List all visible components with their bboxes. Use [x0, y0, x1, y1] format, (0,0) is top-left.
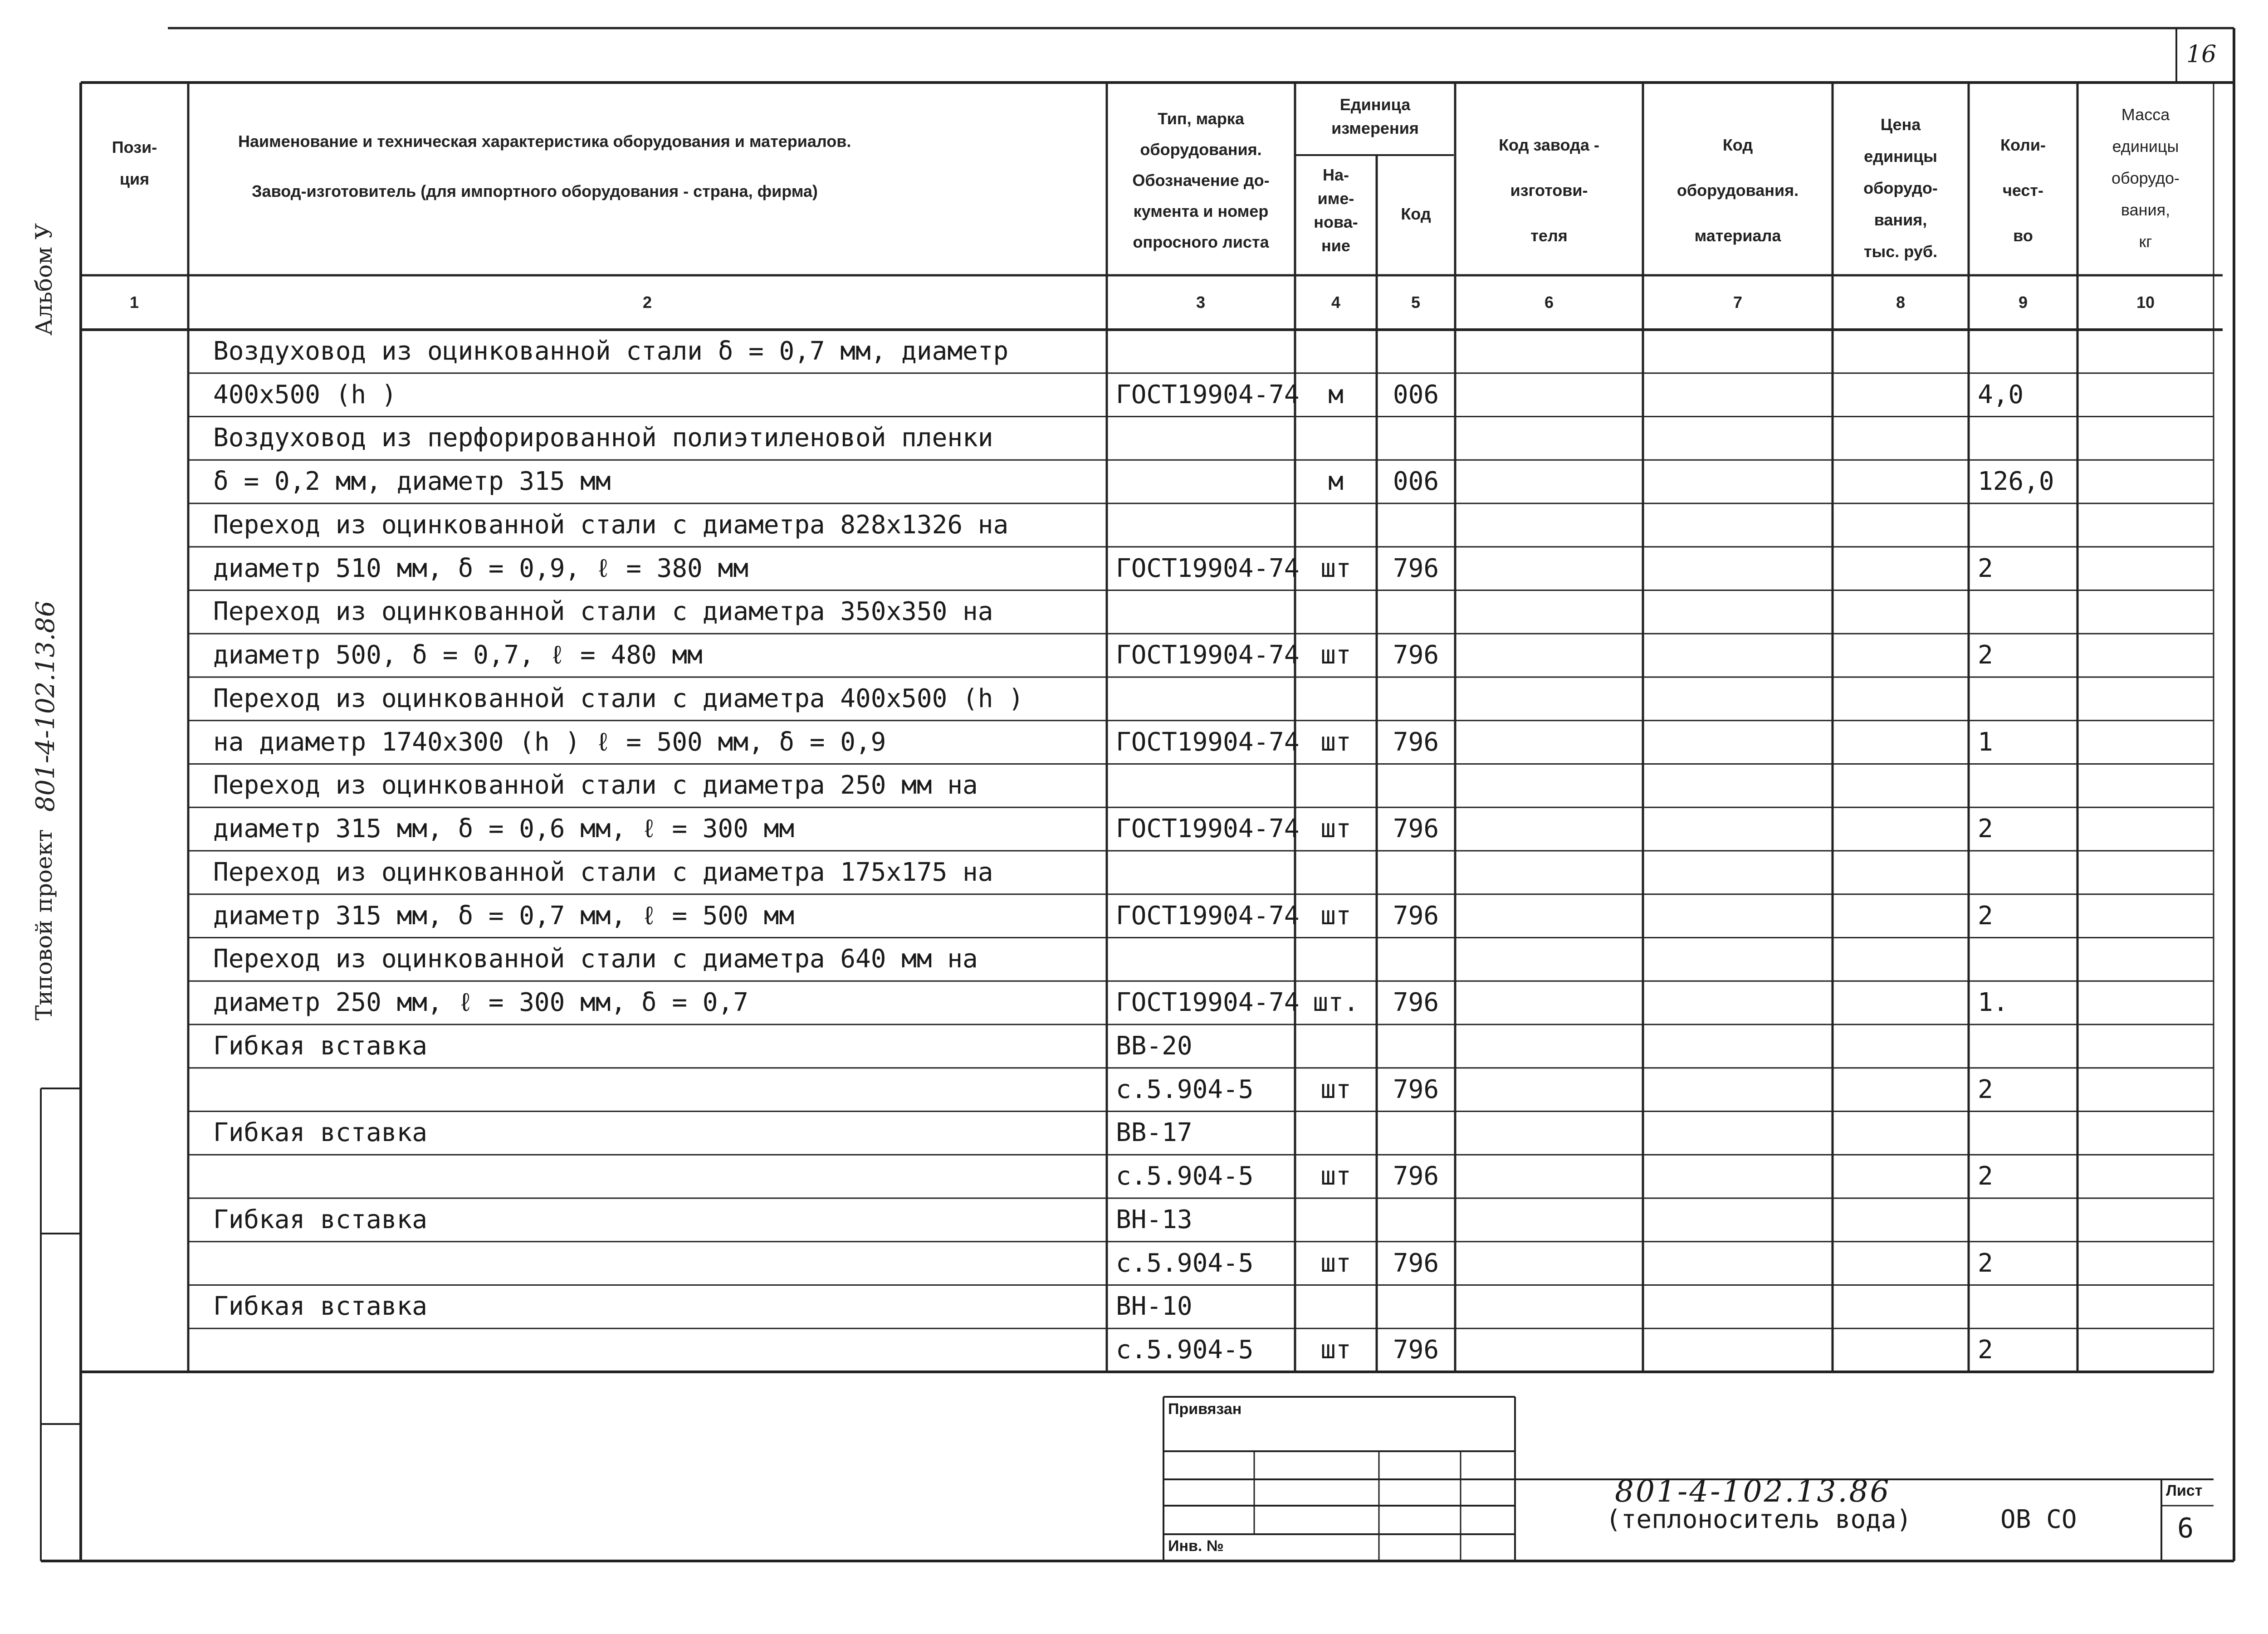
item-type: с.5.904-5	[1116, 1335, 1254, 1365]
header-factory-code: Код завода - изготови- теля	[1499, 136, 1599, 245]
item-name: Переход из оцинкованной стали с диаметра 250 мм на	[213, 771, 978, 800]
item-name: δ = 0,2 мм, диаметр 315 мм	[213, 467, 611, 496]
item-unit: м	[1328, 467, 1344, 496]
item-name: диаметр 315 мм, δ = 0,7 мм, ℓ = 500 мм	[213, 901, 795, 931]
header-equipment-code: Код оборудования. материала	[1677, 136, 1799, 245]
item-type: с.5.904-5	[1116, 1161, 1254, 1191]
stamp-doc-code: 801-4-102.13.86	[1615, 1474, 1891, 1509]
item-name: Гибкая вставка	[213, 1118, 428, 1147]
item-unit: шт	[1320, 1249, 1351, 1278]
column-number: 6	[1544, 293, 1554, 312]
item-type: с.5.904-5	[1116, 1249, 1254, 1278]
item-quantity: 2	[1978, 640, 1993, 670]
item-unit-code: 796	[1393, 727, 1439, 757]
column-number: 9	[2018, 293, 2028, 312]
item-unit: шт	[1320, 727, 1351, 757]
header-name-line1: Наименование и техническая характеристика оборудования и материалов.	[238, 132, 851, 151]
item-name: Гибкая вставка	[213, 1031, 428, 1061]
project-label: Типовой проект	[31, 829, 57, 1020]
header-name-line2: Завод-изготовитель (для импортного оборудования - страна, фирма)	[252, 182, 818, 200]
item-type: ГОСТ19904-74	[1116, 988, 1300, 1017]
item-type: ГОСТ19904-74	[1116, 554, 1300, 583]
stamp-sheet-label: Лист	[2166, 1482, 2203, 1499]
item-name: диаметр 250 мм, ℓ = 300 мм, δ = 0,7	[213, 988, 748, 1017]
item-type: ГОСТ19904-74	[1116, 814, 1300, 844]
item-name: Воздуховод из оцинкованной стали δ = 0,7 мм, диаметр	[213, 337, 1009, 366]
item-quantity: 2	[1978, 1335, 1993, 1365]
stamp-privyazan: Привязан	[1168, 1400, 1242, 1418]
header-position-text: Пози- ция	[112, 138, 157, 188]
column-number: 3	[1196, 293, 1206, 312]
item-name: Переход из оцинкованной стали с диаметра 828x1326 на	[213, 510, 1009, 540]
stamp-mark: ОВ СО	[2000, 1505, 2077, 1534]
column-number: 4	[1331, 293, 1341, 312]
item-quantity: 2	[1978, 554, 1993, 583]
item-name: на диаметр 1740x300 (h ) ℓ = 500 мм, δ = 0,9	[213, 727, 886, 757]
item-type: ГОСТ19904-74	[1116, 901, 1300, 931]
item-unit-code: 796	[1393, 1335, 1439, 1365]
item-unit: шт	[1320, 1161, 1351, 1191]
item-unit-code: 796	[1393, 814, 1439, 844]
stamp-doc-subtitle: (теплоноситель вода)	[1606, 1505, 1912, 1534]
item-name: диаметр 500, δ = 0,7, ℓ = 480 мм	[213, 640, 703, 670]
item-unit: шт	[1320, 901, 1351, 931]
item-type: с.5.904-5	[1116, 1075, 1254, 1104]
item-unit: шт	[1320, 554, 1351, 583]
header-quantity: Коли- чест- во	[2000, 136, 2046, 245]
header-mass: Масса единицы оборудо- вания, кг	[2111, 105, 2180, 251]
item-unit: шт	[1320, 1075, 1351, 1104]
stamp-inv-no: Инв. №	[1168, 1537, 1224, 1555]
column-number: 2	[642, 293, 652, 312]
item-unit: шт	[1320, 640, 1351, 670]
header-position	[81, 132, 188, 195]
item-type: ВВ-17	[1116, 1118, 1193, 1147]
item-quantity: 2	[1978, 1249, 1993, 1278]
item-unit-code: 796	[1393, 988, 1439, 1017]
column-number: 8	[1896, 293, 1906, 312]
header-unit-name: На- име- нова- ние	[1314, 166, 1358, 255]
column-number: 5	[1411, 293, 1421, 312]
stamp-sheet-number: 6	[2177, 1512, 2194, 1544]
item-type: ГОСТ19904-74	[1116, 727, 1300, 757]
item-name: Гибкая вставка	[213, 1205, 428, 1234]
item-unit-code: 796	[1393, 901, 1439, 931]
sheet-corner-number: 16	[2186, 41, 2217, 68]
item-unit: м	[1328, 380, 1344, 410]
item-name: Переход из оцинкованной стали с диаметра 350x350 на	[213, 597, 993, 626]
header-price: Цена единицы оборудо- вания, тыс. руб.	[1863, 115, 1938, 261]
item-unit-code: 006	[1393, 380, 1439, 410]
item-name: диаметр 315 мм, δ = 0,6 мм, ℓ = 300 мм	[213, 814, 795, 844]
item-type: ГОСТ19904-74	[1116, 380, 1300, 410]
item-quantity: 2	[1978, 1161, 1993, 1191]
item-unit-code: 796	[1393, 1249, 1439, 1278]
item-quantity: 2	[1978, 901, 1993, 931]
item-quantity: 4,0	[1978, 380, 2024, 410]
item-unit-code: 796	[1393, 1075, 1439, 1104]
item-type: ВВ-20	[1116, 1031, 1193, 1061]
column-number: 10	[2136, 293, 2155, 312]
header-unit-code: Код	[1401, 205, 1431, 223]
item-name: Переход из оцинкованной стали с диаметра 175x175 на	[213, 858, 993, 887]
item-unit-code: 796	[1393, 554, 1439, 583]
item-name: Воздуховод из перфорированной полиэтиленовой пленки	[213, 423, 993, 453]
item-unit: шт	[1320, 1335, 1351, 1365]
item-name: 400x500 (h )	[213, 380, 397, 410]
item-quantity: 1.	[1978, 988, 2009, 1017]
item-type: ВН-13	[1116, 1205, 1193, 1234]
item-unit: шт.	[1313, 988, 1359, 1017]
header-unit-group: Единица измерения	[1331, 95, 1419, 137]
header-type: Тип, марка оборудования. Обозначение до- кумента и номер опросного листа	[1132, 109, 1270, 251]
item-name: Переход из оцинкованной стали с диаметра 640 мм на	[213, 944, 978, 974]
item-type: ВН-10	[1116, 1292, 1193, 1321]
item-unit-code: 796	[1393, 1161, 1439, 1191]
item-name: диаметр 510 мм, δ = 0,9, ℓ = 380 мм	[213, 554, 748, 583]
item-name: Переход из оцинкованной стали с диаметра 400x500 (h )	[213, 684, 1024, 713]
item-unit: шт	[1320, 814, 1351, 844]
item-quantity: 2	[1978, 814, 1993, 844]
item-unit-code: 006	[1393, 467, 1439, 496]
item-quantity: 126,0	[1978, 467, 2054, 496]
item-unit-code: 796	[1393, 640, 1439, 670]
item-type: ГОСТ19904-74	[1116, 640, 1300, 670]
column-number: 1	[129, 293, 139, 312]
item-quantity: 1	[1978, 727, 1993, 757]
project-code-side: 801-4-102.13.86	[31, 600, 60, 812]
item-quantity: 2	[1978, 1075, 1993, 1104]
column-number: 7	[1733, 293, 1743, 312]
album-label: Альбом У	[31, 223, 57, 336]
item-name: Гибкая вставка	[213, 1292, 428, 1321]
